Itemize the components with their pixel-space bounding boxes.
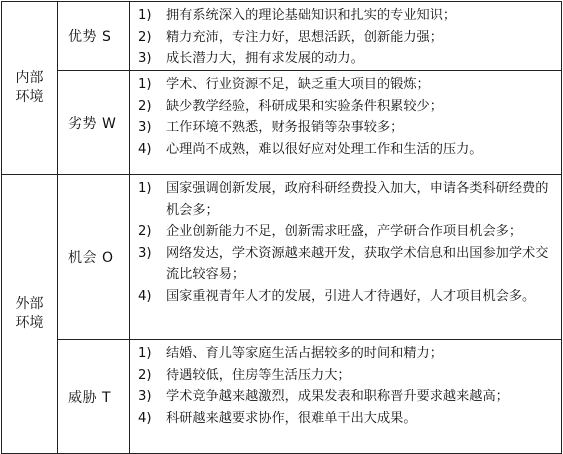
item-number: 4) [138, 410, 152, 426]
item-number: 3) [138, 51, 152, 66]
list-item [136, 96, 555, 118]
item-text: 心理尚不成熟，难以很好应对处理工作和生活的压力。 [166, 141, 483, 157]
item-number: 4) [138, 288, 152, 304]
group-label-line1: 外部 [15, 296, 44, 312]
item-text: 学术、行业资源不足，缺乏重大项目的锻炼； [166, 77, 430, 92]
strengths-items [130, 2, 562, 71]
threats-items [130, 340, 562, 454]
list-item [136, 74, 555, 96]
factor-opportunities-label: 机会 O [58, 175, 130, 340]
list-item [136, 365, 555, 387]
item-text: 结婚、育儿等家庭生活占据较多的时间和精力； [166, 346, 443, 361]
table-row-strengths [2, 2, 562, 71]
table-row-threats [2, 340, 562, 454]
item-number: 3) [138, 389, 152, 404]
list-item [136, 5, 555, 27]
item-text: 待遇较低，住房等生活压力大； [166, 367, 351, 383]
item-text: 缺少教学经验，科研成果和实验条件积累较少； [166, 98, 443, 114]
list-item [136, 386, 555, 408]
item-text: 拥有系统深入的理论基础知识和扎实的专业知识； [166, 8, 457, 23]
item-text: 国家强调创新发展，政府科研经费投入加大，申请各类科研经费的机会多； [166, 181, 549, 218]
item-text: 网络发达，学术资源越来越开发，获取学术信息和出国参加学术交流比较容易； [166, 245, 549, 282]
item-number: 2) [138, 29, 152, 45]
list-item [136, 117, 555, 139]
factor-weaknesses-label: 劣势 W [58, 71, 130, 175]
group-label-line1: 内部 [15, 70, 44, 86]
item-number: 4) [138, 141, 152, 157]
group-external-environment [2, 175, 58, 454]
item-text: 学术竞争越来越激烈，成果发表和职称晋升要求越来越高； [166, 389, 509, 404]
item-number: 1) [138, 346, 152, 361]
item-number: 2) [138, 367, 152, 383]
group-label-line2: 环境 [15, 89, 44, 105]
item-number: 1) [138, 8, 152, 23]
list-item [136, 286, 555, 308]
item-number: 2) [138, 98, 152, 114]
table-row-weaknesses [2, 71, 562, 175]
item-text: 精力充沛，专注力好，思想活跃，创新能力强； [166, 29, 443, 45]
list-item [136, 48, 555, 70]
list-item [136, 139, 555, 161]
item-text: 工作环境不熟悉，财务报销等杂事较多； [166, 120, 404, 135]
weaknesses-items [130, 71, 562, 175]
list-item [136, 343, 555, 365]
item-text: 成长潜力大，拥有求发展的动力。 [166, 51, 364, 66]
opportunities-items [130, 175, 562, 340]
group-label-line2: 环境 [15, 315, 44, 331]
list-item [136, 178, 555, 221]
group-internal-environment [2, 2, 58, 175]
list-item [136, 27, 555, 49]
list-item [136, 243, 555, 286]
swot-analysis-table [1, 1, 562, 454]
item-text: 国家重视青年人才的发展，引进人才待遇好，人才项目机会多。 [166, 288, 536, 304]
item-text: 企业创新能力不足，创新需求旺盛，产学研合作项目机会多； [166, 224, 523, 239]
item-number: 2) [138, 224, 152, 239]
item-number: 1) [138, 181, 152, 196]
item-number: 1) [138, 77, 152, 92]
item-number: 3) [138, 245, 152, 261]
item-number: 3) [138, 120, 152, 135]
list-item [136, 221, 555, 243]
item-text: 科研越来越要求协作，很难单干出大成果。 [166, 410, 417, 426]
factor-strengths-label: 优势 S [58, 2, 130, 71]
list-item [136, 408, 555, 430]
factor-threats-label: 威胁 T [58, 340, 130, 454]
table-row-opportunities [2, 175, 562, 340]
